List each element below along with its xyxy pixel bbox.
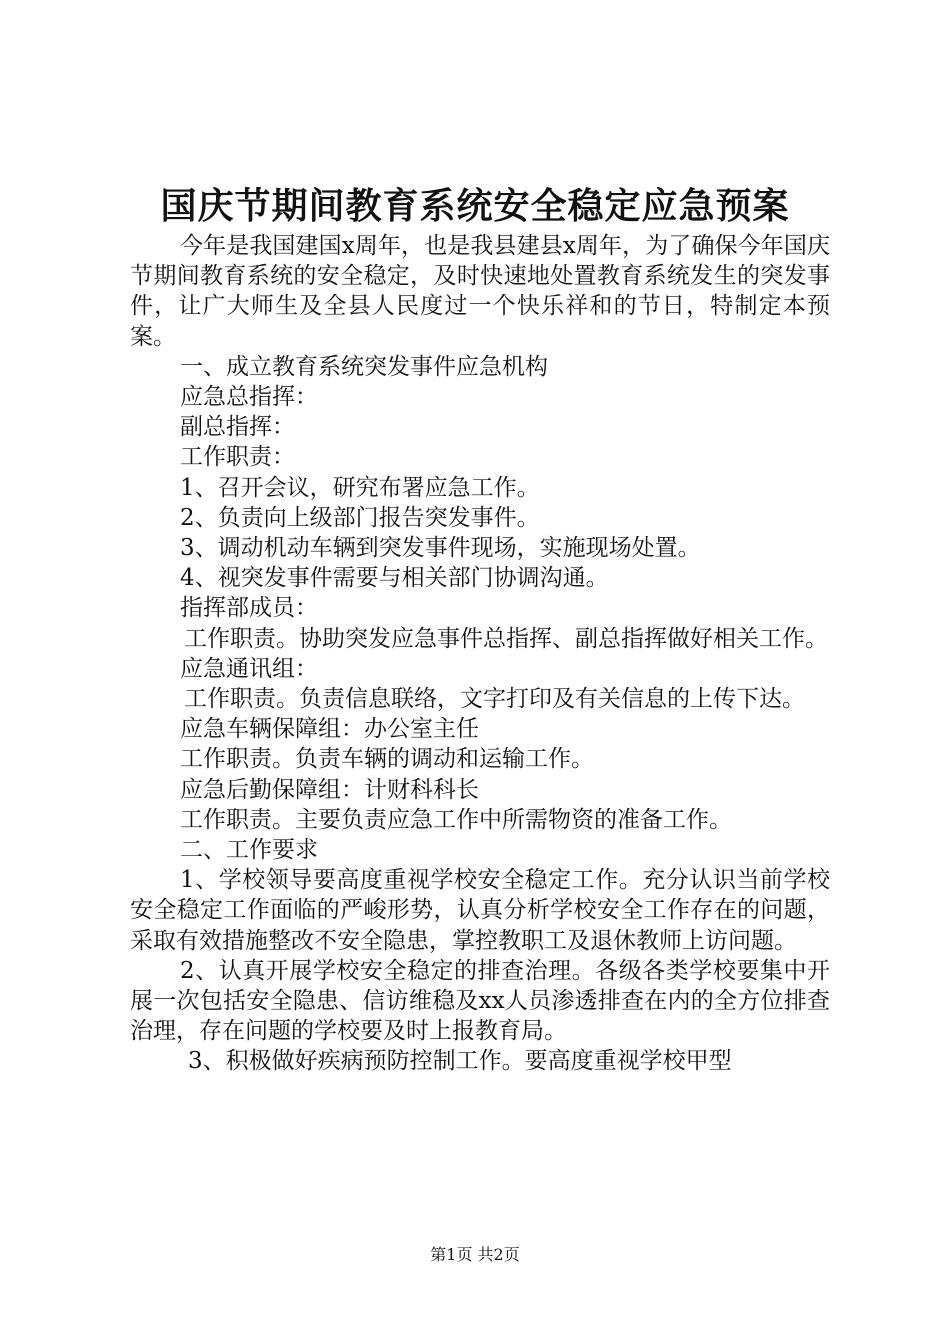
paragraph-vehicle-duties: 工作职责。负责车辆的调动和运输工作。: [180, 746, 594, 773]
document-title: 国庆节期间教育系统安全稳定应急预案: [160, 186, 790, 227]
page-footer: 第1页 共2页: [430, 1245, 520, 1264]
section-heading-2: 二、工作要求: [180, 837, 318, 864]
paragraph-requirement-2: 2、认真开展学校安全稳定的排查治理。各级各类学校要集中开展一次包括安全隐患、信访维稳及xx人员渗透排查在内的全方位排查治理，存在问题的学校要及时上报教育局。: [130, 957, 830, 1045]
paragraph-vehicle-group: 应急车辆保障组：办公室主任: [180, 716, 479, 743]
paragraph-comms-group: 应急通讯组：: [180, 655, 318, 682]
paragraph-logistics-duties: 工作职责。主要负责应急工作中所需物资的准备工作。: [180, 806, 732, 833]
paragraph-logistics-group: 应急后勤保障组：计财科科长: [180, 776, 479, 803]
paragraph-requirement-3: 3、积极做好疾病预防控制工作。要高度重视学校甲型: [188, 1048, 732, 1075]
paragraph-hq-members: 指挥部成员：: [180, 595, 318, 622]
paragraph-commander: 应急总指挥：: [180, 384, 318, 411]
paragraph-duty-4: 4、视突发事件需要与相关部门协调沟通。: [180, 565, 609, 592]
paragraph-duty-2: 2、负责向上级部门报告突发事件。: [180, 504, 540, 531]
paragraph-duties-heading: 工作职责：: [180, 444, 295, 471]
paragraph-duty-1: 1、召开会议，研究布署应急工作。: [180, 474, 540, 501]
paragraph-intro: 今年是我国建国x周年，也是我县建县x周年，为了确保今年国庆节期间教育系统的安全稳定，及时快速地处置教育系统发生的突发事件，让广大师生及全县人民度过一个快乐祥和的节日，特制定本预案。: [130, 233, 830, 350]
paragraph-deputy-commander: 副总指挥：: [180, 414, 295, 441]
paragraph-comms-duties: 工作职责。负责信息联络，文字打印及有关信息的上传下达。: [184, 686, 805, 713]
paragraph-hq-duties: 工作职责。协助突发应急事件总指挥、副总指挥做好相关工作。: [184, 625, 828, 652]
paragraph-requirement-1: 1、学校领导要高度重视学校安全稳定工作。充分认识当前学校安全稳定工作面临的严峻形势，认真分析学校安全工作存在的问题，采取有效措施整改不安全隐患，掌控教职工及退休教师上访问题。: [130, 867, 830, 954]
section-heading-1: 一、成立教育系统突发事件应急机构: [180, 353, 548, 380]
paragraph-duty-3: 3、调动机动车辆到突发事件现场，实施现场处置。: [180, 535, 701, 562]
document-body: [130, 231, 830, 1077]
